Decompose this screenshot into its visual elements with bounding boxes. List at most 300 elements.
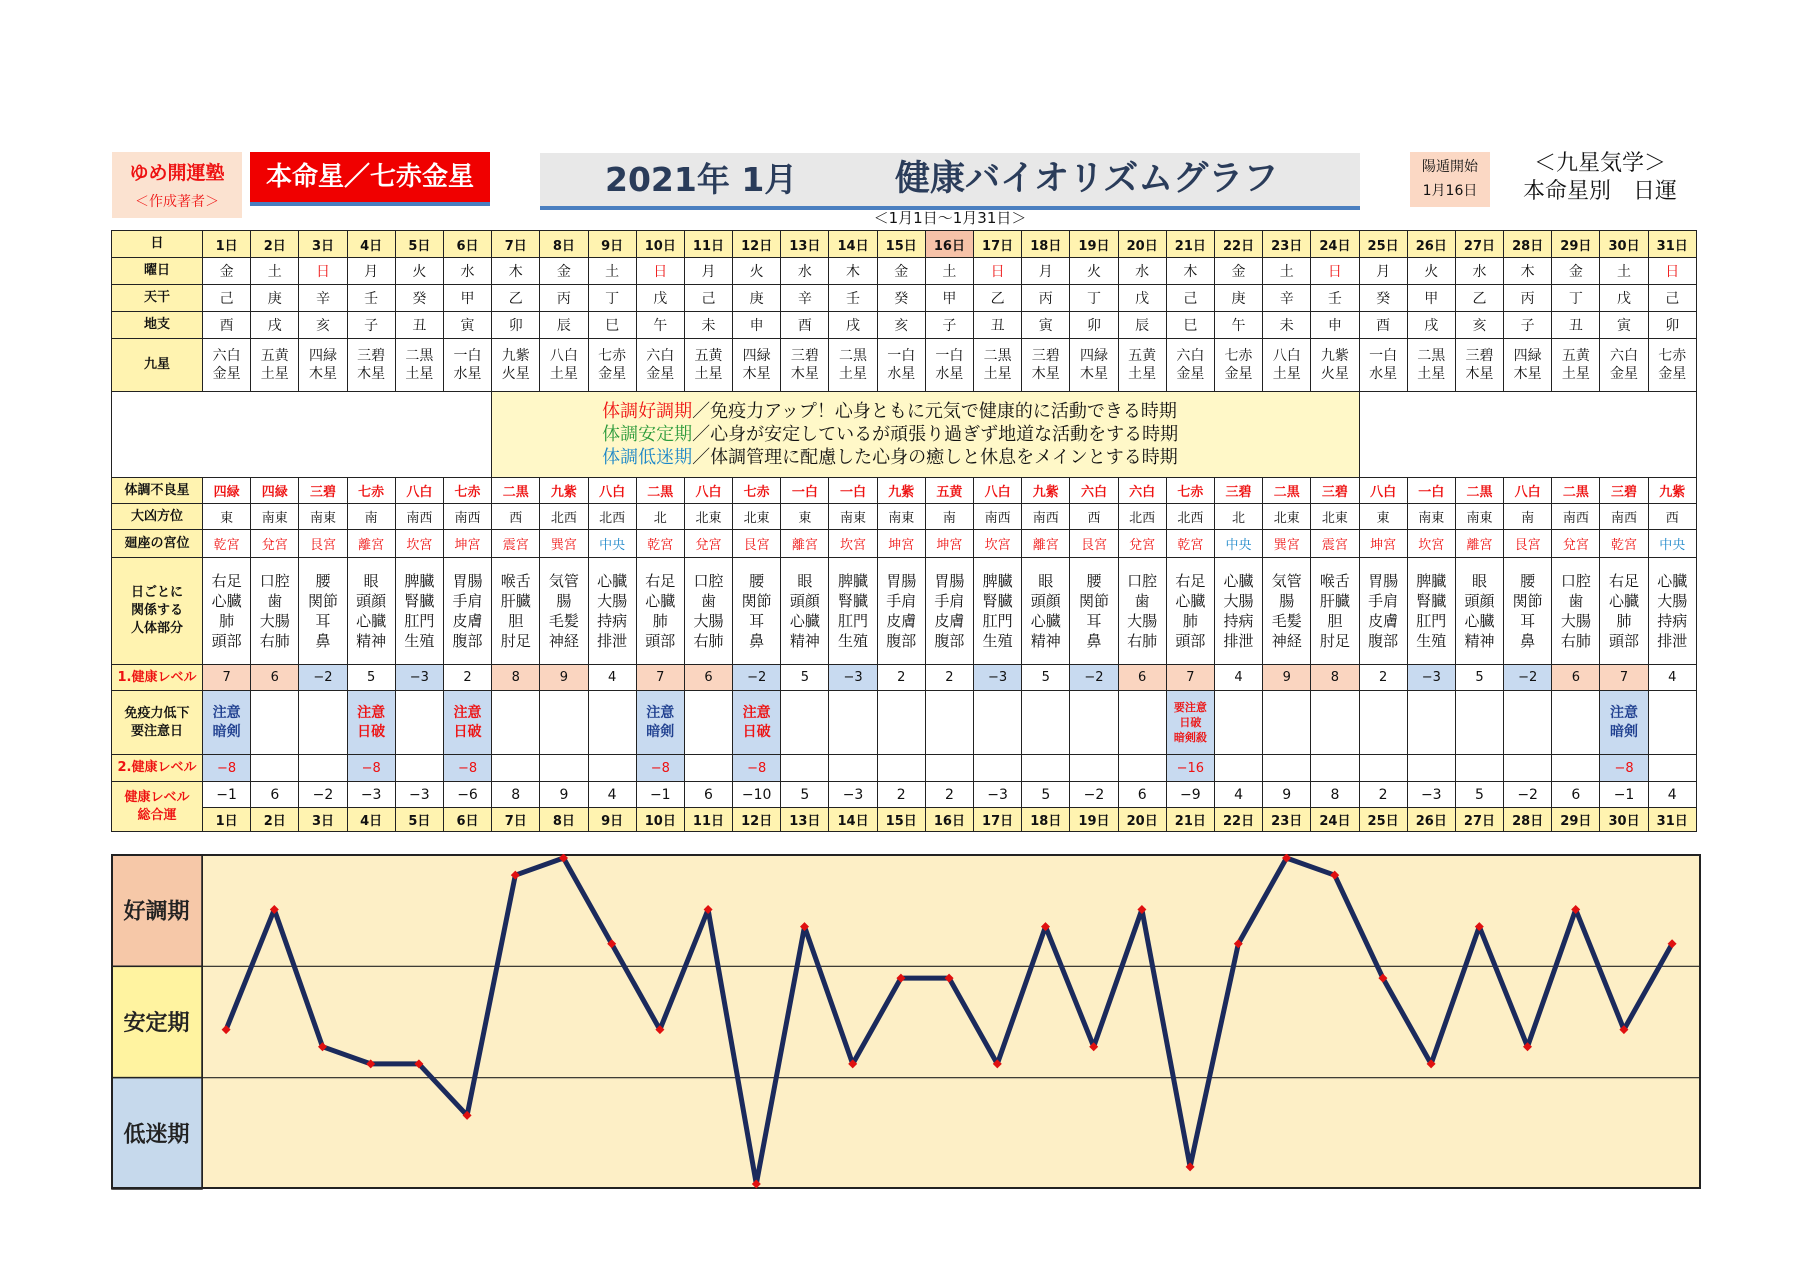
day-footer-cell: 4日 bbox=[347, 808, 395, 832]
kyusei-cell: 二黒 土星 bbox=[829, 339, 877, 392]
row-tenkan bbox=[112, 285, 1697, 312]
bad-star-cell: 七赤 bbox=[347, 478, 395, 504]
weekday-cell: 火 bbox=[1407, 258, 1455, 285]
weekday-cell: 水 bbox=[1455, 258, 1503, 285]
level1-cell: 6 bbox=[251, 665, 299, 691]
tenkan-cell: 己 bbox=[1648, 285, 1696, 312]
weekday-cell: 金 bbox=[203, 258, 251, 285]
weekday-cell: 金 bbox=[1214, 258, 1262, 285]
yang-label: 陽遁開始 bbox=[1422, 159, 1478, 175]
label-weekday: 曜日 bbox=[112, 258, 203, 285]
kyusei-cell: 二黒 土星 bbox=[974, 339, 1022, 392]
tenkan-cell: 丙 bbox=[1504, 285, 1552, 312]
bad-star-cell: 四緑 bbox=[251, 478, 299, 504]
tenkan-cell: 辛 bbox=[299, 285, 347, 312]
tenkan-cell: 己 bbox=[1166, 285, 1214, 312]
chishi-cell: 丑 bbox=[974, 312, 1022, 339]
level1-cell: 2 bbox=[443, 665, 491, 691]
row-day-footer bbox=[112, 808, 1697, 832]
tenkan-cell: 乙 bbox=[1455, 285, 1503, 312]
body-part-cell: 腰 関節 耳 鼻 bbox=[1070, 558, 1118, 665]
weekday-cell: 金 bbox=[877, 258, 925, 285]
chishi-cell: 酉 bbox=[1359, 312, 1407, 339]
palace-cell: 坤宮 bbox=[877, 530, 925, 558]
chishi-cell: 申 bbox=[733, 312, 781, 339]
chishi-cell: 戌 bbox=[829, 312, 877, 339]
level1-cell: 7 bbox=[203, 665, 251, 691]
body-part-cell: 気管 腸 毛髪 神経 bbox=[540, 558, 588, 665]
total-cell: −3 bbox=[395, 782, 443, 808]
tenkan-cell: 丁 bbox=[588, 285, 636, 312]
palace-cell: 兌宮 bbox=[1118, 530, 1166, 558]
tenkan-cell: 辛 bbox=[781, 285, 829, 312]
body-part-cell: 口腔 歯 大腸 右肺 bbox=[684, 558, 732, 665]
row-direction bbox=[112, 504, 1697, 530]
total-cell: −2 bbox=[299, 782, 347, 808]
label-total: 健康レベル 総合運 bbox=[112, 782, 203, 832]
biorhythm-chart bbox=[111, 854, 1701, 1190]
palace-cell: 兌宮 bbox=[251, 530, 299, 558]
page-title: 健康バイオリズムグラフ bbox=[895, 159, 1279, 199]
palace-cell: 艮宮 bbox=[1504, 530, 1552, 558]
day-cell: 27日 bbox=[1455, 231, 1503, 258]
level1-cell: 8 bbox=[492, 665, 540, 691]
weekday-cell: 日 bbox=[974, 258, 1022, 285]
day-cell: 24日 bbox=[1311, 231, 1359, 258]
bad-star-cell: 二黒 bbox=[636, 478, 684, 504]
day-cell: 19日 bbox=[1070, 231, 1118, 258]
palace-cell: 離宮 bbox=[781, 530, 829, 558]
weekday-cell: 木 bbox=[492, 258, 540, 285]
level1-cell: 9 bbox=[540, 665, 588, 691]
day-cell: 1日 bbox=[203, 231, 251, 258]
row-chishi bbox=[112, 312, 1697, 339]
kyusei-line1: ＜九星気学＞ bbox=[1533, 151, 1666, 176]
direction-cell: 北西 bbox=[588, 504, 636, 530]
direction-cell: 南東 bbox=[1455, 504, 1503, 530]
direction-cell: 南西 bbox=[395, 504, 443, 530]
immune-cell bbox=[540, 691, 588, 755]
bad-star-cell: 九紫 bbox=[540, 478, 588, 504]
row-bad-star bbox=[112, 478, 1697, 504]
day-cell: 11日 bbox=[684, 231, 732, 258]
label-day: 日 bbox=[112, 231, 203, 258]
tenkan-cell: 甲 bbox=[1407, 285, 1455, 312]
day-footer-cell: 17日 bbox=[974, 808, 1022, 832]
bad-star-cell: 九紫 bbox=[1648, 478, 1696, 504]
weekday-cell: 水 bbox=[1118, 258, 1166, 285]
weekday-cell: 火 bbox=[395, 258, 443, 285]
day-footer-cell: 6日 bbox=[443, 808, 491, 832]
immune-cell bbox=[829, 691, 877, 755]
body-part-cell: 眼 頭顔 心臓 精神 bbox=[1455, 558, 1503, 665]
chishi-cell: 亥 bbox=[877, 312, 925, 339]
kyusei-cell: 四緑 木星 bbox=[733, 339, 781, 392]
immune-cell bbox=[1552, 691, 1600, 755]
bad-star-cell: 二黒 bbox=[1263, 478, 1311, 504]
kyusei-cell: 八白 土星 bbox=[540, 339, 588, 392]
level2-cell bbox=[492, 755, 540, 782]
weekday-cell: 日 bbox=[636, 258, 684, 285]
direction-cell: 北東 bbox=[1263, 504, 1311, 530]
day-footer-cell: 22日 bbox=[1214, 808, 1262, 832]
day-cell: 13日 bbox=[781, 231, 829, 258]
kyusei-cell: 四緑 木星 bbox=[1504, 339, 1552, 392]
day-cell: 14日 bbox=[829, 231, 877, 258]
level1-cell: −3 bbox=[974, 665, 1022, 691]
tenkan-cell: 戊 bbox=[1600, 285, 1648, 312]
day-cell: 18日 bbox=[1022, 231, 1070, 258]
day-footer-cell: 16日 bbox=[925, 808, 973, 832]
palace-cell: 坤宮 bbox=[1359, 530, 1407, 558]
level2-cell bbox=[1455, 755, 1503, 782]
chishi-cell: 寅 bbox=[1022, 312, 1070, 339]
label-immune: 免疫力低下 要注意日 bbox=[112, 691, 203, 755]
total-cell: −1 bbox=[636, 782, 684, 808]
level1-cell: 5 bbox=[347, 665, 395, 691]
bad-star-cell: 一白 bbox=[781, 478, 829, 504]
kyusei-cell: 三碧 木星 bbox=[1022, 339, 1070, 392]
body-part-cell: 脾臓 腎臓 肛門 生殖 bbox=[395, 558, 443, 665]
weekday-cell: 水 bbox=[781, 258, 829, 285]
total-cell: 2 bbox=[925, 782, 973, 808]
body-part-cell: 腰 関節 耳 鼻 bbox=[299, 558, 347, 665]
body-part-cell: 喉舌 肝臓 胆 肘足 bbox=[492, 558, 540, 665]
day-footer-cell: 23日 bbox=[1263, 808, 1311, 832]
immune-cell bbox=[925, 691, 973, 755]
tenkan-cell: 戊 bbox=[636, 285, 684, 312]
title-year: 2021年 1月 bbox=[605, 160, 798, 199]
bad-star-cell: 四緑 bbox=[203, 478, 251, 504]
label-bad-star: 体調不良星 bbox=[112, 478, 203, 504]
level1-cell: 7 bbox=[1166, 665, 1214, 691]
bad-star-cell: 六白 bbox=[1118, 478, 1166, 504]
chishi-cell: 午 bbox=[1214, 312, 1262, 339]
kyusei-title bbox=[1500, 150, 1700, 206]
chishi-cell: 巳 bbox=[588, 312, 636, 339]
body-part-cell: 心臓 大腸 持病 排泄 bbox=[1214, 558, 1262, 665]
level2-cell bbox=[1311, 755, 1359, 782]
chishi-cell: 卯 bbox=[492, 312, 540, 339]
day-cell: 15日 bbox=[877, 231, 925, 258]
immune-cell bbox=[781, 691, 829, 755]
immune-cell bbox=[492, 691, 540, 755]
day-cell: 31日 bbox=[1648, 231, 1696, 258]
direction-cell: 北 bbox=[636, 504, 684, 530]
day-footer-cell: 28日 bbox=[1504, 808, 1552, 832]
tenkan-cell: 癸 bbox=[877, 285, 925, 312]
weekday-cell: 月 bbox=[1359, 258, 1407, 285]
level2-cell: −8 bbox=[733, 755, 781, 782]
day-footer-cell: 1日 bbox=[203, 808, 251, 832]
bad-star-cell: 八白 bbox=[1504, 478, 1552, 504]
total-cell: −3 bbox=[347, 782, 395, 808]
bad-star-cell: 一白 bbox=[829, 478, 877, 504]
immune-cell: 注意 暗剣 bbox=[203, 691, 251, 755]
brand-name: ゆめ開運塾 bbox=[129, 162, 225, 184]
level2-cell bbox=[1070, 755, 1118, 782]
weekday-cell: 土 bbox=[1263, 258, 1311, 285]
level2-cell bbox=[588, 755, 636, 782]
body-part-cell: 心臓 大腸 持病 排泄 bbox=[1648, 558, 1696, 665]
bad-star-cell: 八白 bbox=[1359, 478, 1407, 504]
immune-cell bbox=[588, 691, 636, 755]
level1-cell: 7 bbox=[1600, 665, 1648, 691]
level1-cell: −3 bbox=[1407, 665, 1455, 691]
weekday-cell: 金 bbox=[540, 258, 588, 285]
total-cell: 9 bbox=[1263, 782, 1311, 808]
period-legend bbox=[492, 392, 1359, 478]
day-footer-cell: 12日 bbox=[733, 808, 781, 832]
bad-star-cell: 三碧 bbox=[299, 478, 347, 504]
day-cell: 5日 bbox=[395, 231, 443, 258]
day-footer-cell: 15日 bbox=[877, 808, 925, 832]
day-cell: 12日 bbox=[733, 231, 781, 258]
direction-cell: 西 bbox=[1648, 504, 1696, 530]
day-footer-cell: 31日 bbox=[1648, 808, 1696, 832]
bad-star-cell: 五黄 bbox=[925, 478, 973, 504]
body-part-cell: 腰 関節 耳 鼻 bbox=[1504, 558, 1552, 665]
kyusei-cell: 五黄 土星 bbox=[251, 339, 299, 392]
direction-cell: 南 bbox=[1504, 504, 1552, 530]
weekday-cell: 土 bbox=[1600, 258, 1648, 285]
row-total bbox=[112, 782, 1697, 808]
tenkan-cell: 壬 bbox=[347, 285, 395, 312]
kyusei-cell: 三碧 木星 bbox=[1455, 339, 1503, 392]
chishi-cell: 酉 bbox=[203, 312, 251, 339]
day-footer-cell: 24日 bbox=[1311, 808, 1359, 832]
total-cell: −9 bbox=[1166, 782, 1214, 808]
chishi-cell: 子 bbox=[1504, 312, 1552, 339]
period-label-low: 体調低迷期 bbox=[602, 447, 693, 468]
day-cell: 21日 bbox=[1166, 231, 1214, 258]
immune-cell bbox=[1311, 691, 1359, 755]
palace-cell: 坤宮 bbox=[925, 530, 973, 558]
palace-cell: 兌宮 bbox=[684, 530, 732, 558]
tenkan-cell: 庚 bbox=[1214, 285, 1262, 312]
total-cell: 4 bbox=[588, 782, 636, 808]
day-cell: 23日 bbox=[1263, 231, 1311, 258]
row-body bbox=[112, 558, 1697, 665]
palace-cell: 中央 bbox=[1648, 530, 1696, 558]
direction-cell: 北西 bbox=[1166, 504, 1214, 530]
label-body: 日ごとに 関係する 人体部分 bbox=[112, 558, 203, 665]
direction-cell: 南西 bbox=[1552, 504, 1600, 530]
tenkan-cell: 丙 bbox=[1022, 285, 1070, 312]
palace-cell: 震宮 bbox=[1311, 530, 1359, 558]
level2-cell bbox=[1648, 755, 1696, 782]
direction-cell: 北西 bbox=[1118, 504, 1166, 530]
total-cell: 9 bbox=[540, 782, 588, 808]
day-footer-cell: 29日 bbox=[1552, 808, 1600, 832]
level2-cell bbox=[251, 755, 299, 782]
tenkan-cell: 丙 bbox=[540, 285, 588, 312]
chishi-cell: 未 bbox=[684, 312, 732, 339]
level1-cell: 4 bbox=[1648, 665, 1696, 691]
level2-cell: −8 bbox=[347, 755, 395, 782]
tenkan-cell: 癸 bbox=[1359, 285, 1407, 312]
chishi-cell: 午 bbox=[636, 312, 684, 339]
body-part-cell: 胃腸 手肩 皮膚 腹部 bbox=[925, 558, 973, 665]
body-part-cell: 心臓 大腸 持病 排泄 bbox=[588, 558, 636, 665]
body-part-cell: 眼 頭顔 心臓 精神 bbox=[781, 558, 829, 665]
level1-cell: 5 bbox=[781, 665, 829, 691]
label-chishi: 地支 bbox=[112, 312, 203, 339]
direction-cell: 北東 bbox=[684, 504, 732, 530]
chishi-cell: 丑 bbox=[1552, 312, 1600, 339]
weekday-cell: 火 bbox=[733, 258, 781, 285]
weekday-cell: 木 bbox=[1166, 258, 1214, 285]
bad-star-cell: 二黒 bbox=[1455, 478, 1503, 504]
immune-cell bbox=[1407, 691, 1455, 755]
immune-cell: 要注意 日破 暗剣殺 bbox=[1166, 691, 1214, 755]
band-label: 安定期 bbox=[123, 1011, 190, 1036]
day-cell: 17日 bbox=[974, 231, 1022, 258]
kyusei-cell: 六白 金星 bbox=[1166, 339, 1214, 392]
immune-cell bbox=[251, 691, 299, 755]
direction-cell: 南 bbox=[925, 504, 973, 530]
level2-cell bbox=[925, 755, 973, 782]
bad-star-cell: 八白 bbox=[974, 478, 1022, 504]
level2-cell bbox=[1118, 755, 1166, 782]
direction-cell: 南 bbox=[347, 504, 395, 530]
weekday-cell: 木 bbox=[1504, 258, 1552, 285]
chishi-cell: 子 bbox=[925, 312, 973, 339]
period-label-stable: 体調安定期 bbox=[602, 424, 693, 445]
body-part-cell: 右足 心臓 肺 頭部 bbox=[636, 558, 684, 665]
tenkan-cell: 甲 bbox=[443, 285, 491, 312]
level1-cell: 6 bbox=[1552, 665, 1600, 691]
direction-cell: 南西 bbox=[443, 504, 491, 530]
day-cell: 8日 bbox=[540, 231, 588, 258]
bad-star-cell: 七赤 bbox=[443, 478, 491, 504]
total-cell: −10 bbox=[733, 782, 781, 808]
plot-area bbox=[202, 855, 1700, 1188]
period-legend-text bbox=[492, 400, 1358, 469]
weekday-cell: 火 bbox=[1070, 258, 1118, 285]
palace-cell: 坤宮 bbox=[443, 530, 491, 558]
title-banner bbox=[540, 153, 1360, 210]
kyusei-cell: 一白 水星 bbox=[1359, 339, 1407, 392]
palace-cell: 坎宮 bbox=[395, 530, 443, 558]
immune-cell bbox=[684, 691, 732, 755]
direction-cell: 南西 bbox=[1022, 504, 1070, 530]
bad-star-cell: 一白 bbox=[1407, 478, 1455, 504]
chishi-cell: 亥 bbox=[1455, 312, 1503, 339]
level1-cell: 6 bbox=[1118, 665, 1166, 691]
day-cell: 20日 bbox=[1118, 231, 1166, 258]
level1-cell: 8 bbox=[1311, 665, 1359, 691]
kyusei-cell: 四緑 木星 bbox=[299, 339, 347, 392]
brand-box bbox=[112, 152, 242, 218]
level2-cell bbox=[974, 755, 1022, 782]
kyusei-cell: 一白 水星 bbox=[925, 339, 973, 392]
total-cell: −2 bbox=[1504, 782, 1552, 808]
day-footer-cell: 8日 bbox=[540, 808, 588, 832]
chishi-cell: 卯 bbox=[1648, 312, 1696, 339]
palace-cell: 艮宮 bbox=[733, 530, 781, 558]
direction-cell: 西 bbox=[1070, 504, 1118, 530]
total-cell: 6 bbox=[1552, 782, 1600, 808]
immune-cell bbox=[1359, 691, 1407, 755]
total-cell: 5 bbox=[1022, 782, 1070, 808]
chishi-cell: 子 bbox=[347, 312, 395, 339]
palace-cell: 坎宮 bbox=[974, 530, 1022, 558]
tenkan-cell: 乙 bbox=[974, 285, 1022, 312]
direction-cell: 東 bbox=[203, 504, 251, 530]
direction-cell: 北東 bbox=[733, 504, 781, 530]
row-kyusei bbox=[112, 339, 1697, 392]
date-range: ＜1月1日～1月31日＞ bbox=[873, 209, 1027, 227]
total-cell: −2 bbox=[1070, 782, 1118, 808]
bad-star-cell: 六白 bbox=[1070, 478, 1118, 504]
weekday-cell: 日 bbox=[1311, 258, 1359, 285]
palace-cell: 乾宮 bbox=[1166, 530, 1214, 558]
kyusei-cell: 七赤 金星 bbox=[1214, 339, 1262, 392]
level2-cell bbox=[1552, 755, 1600, 782]
total-cell: 2 bbox=[877, 782, 925, 808]
immune-cell bbox=[1504, 691, 1552, 755]
weekday-cell: 月 bbox=[684, 258, 732, 285]
body-part-cell: 眼 頭顔 心臓 精神 bbox=[347, 558, 395, 665]
palace-cell: 巽宮 bbox=[1263, 530, 1311, 558]
direction-cell: 南東 bbox=[877, 504, 925, 530]
brand-sub: ＜作成著者＞ bbox=[135, 194, 219, 210]
day-cell: 6日 bbox=[443, 231, 491, 258]
day-footer-cell: 10日 bbox=[636, 808, 684, 832]
bad-star-cell: 三碧 bbox=[1600, 478, 1648, 504]
immune-cell bbox=[1263, 691, 1311, 755]
level1-cell: 2 bbox=[877, 665, 925, 691]
day-footer-cell: 18日 bbox=[1022, 808, 1070, 832]
direction-cell: 東 bbox=[781, 504, 829, 530]
immune-cell: 注意 日破 bbox=[733, 691, 781, 755]
kyusei-cell: 六白 金星 bbox=[203, 339, 251, 392]
period-desc-stable: ／心身が安定しているが頑張り過ぎず地道な活動をする時期 bbox=[692, 424, 1179, 445]
kyusei-cell: 二黒 土星 bbox=[1407, 339, 1455, 392]
palace-cell: 坎宮 bbox=[1407, 530, 1455, 558]
weekday-cell: 日 bbox=[1648, 258, 1696, 285]
immune-cell bbox=[1214, 691, 1262, 755]
palace-cell: 艮宮 bbox=[299, 530, 347, 558]
total-cell: 2 bbox=[1359, 782, 1407, 808]
direction-cell: 東 bbox=[1359, 504, 1407, 530]
day-footer-cell: 13日 bbox=[781, 808, 829, 832]
kyusei-line2: 本命星別 日運 bbox=[1522, 179, 1677, 204]
bad-star-cell: 八白 bbox=[684, 478, 732, 504]
chishi-cell: 申 bbox=[1311, 312, 1359, 339]
chishi-cell: 卯 bbox=[1070, 312, 1118, 339]
palace-cell: 乾宮 bbox=[1600, 530, 1648, 558]
body-part-cell: 口腔 歯 大腸 右肺 bbox=[1118, 558, 1166, 665]
level1-cell: −3 bbox=[829, 665, 877, 691]
palace-cell: 乾宮 bbox=[636, 530, 684, 558]
level1-cell: 4 bbox=[1214, 665, 1262, 691]
period-blank-left bbox=[112, 392, 492, 478]
chishi-cell: 酉 bbox=[781, 312, 829, 339]
band-label: 低迷期 bbox=[123, 1122, 190, 1148]
day-cell: 7日 bbox=[492, 231, 540, 258]
total-cell: 8 bbox=[492, 782, 540, 808]
level2-cell bbox=[781, 755, 829, 782]
day-footer-cell: 27日 bbox=[1455, 808, 1503, 832]
day-cell: 29日 bbox=[1552, 231, 1600, 258]
total-cell: −1 bbox=[203, 782, 251, 808]
direction-cell: 南東 bbox=[299, 504, 347, 530]
palace-cell: 離宮 bbox=[1022, 530, 1070, 558]
label-level2: 2.健康レベル bbox=[112, 755, 203, 782]
level2-cell bbox=[684, 755, 732, 782]
